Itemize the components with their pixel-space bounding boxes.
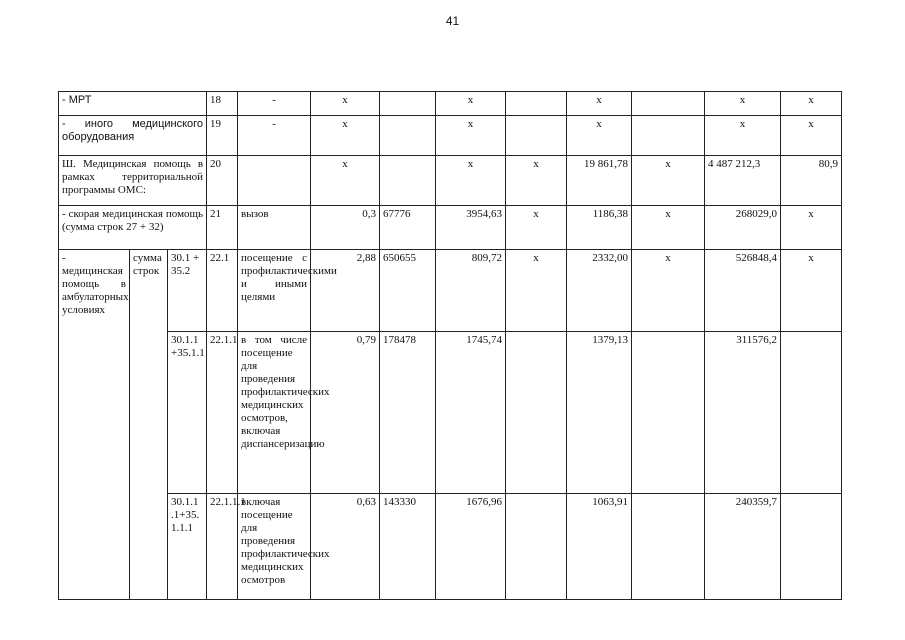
row-number: 19 (207, 116, 238, 156)
cell: х (311, 156, 380, 206)
table-row (59, 250, 842, 332)
cell: 311576,2 (705, 332, 781, 494)
cell (632, 332, 705, 494)
cell: 4 487 212,3 (705, 156, 781, 206)
data-table (58, 91, 842, 600)
table-row (59, 156, 842, 206)
cell: х (632, 156, 705, 206)
row-name: - МРТ (59, 92, 207, 116)
row-name: - скорая медицинская помощь (сумма строк 27 + 32) (59, 206, 207, 250)
cell: 67776 (380, 206, 436, 250)
row-name: - иного медицинского оборудования (59, 116, 207, 156)
sum-label: сумма строк (130, 250, 168, 600)
page-number: 41 (445, 14, 460, 28)
table-row (59, 92, 842, 116)
cell: 0,3 (311, 206, 380, 250)
cell: х (705, 92, 781, 116)
cell: х (506, 250, 567, 332)
cell: 143330 (380, 494, 436, 600)
cell: х (311, 92, 380, 116)
row-number: 22.1.1.1 (207, 494, 238, 600)
cell: 80,9 (781, 156, 842, 206)
row-unit: - (238, 92, 311, 116)
cell: х (632, 250, 705, 332)
cell: х (781, 206, 842, 250)
cell: 2,88 (311, 250, 380, 332)
cell: х (311, 116, 380, 156)
cell (506, 332, 567, 494)
row-unit: - (238, 116, 311, 156)
cell (781, 494, 842, 600)
row-reference: 30.1.1 +35.1.1 (168, 332, 207, 494)
cell: х (632, 206, 705, 250)
cell: 3954,63 (436, 206, 506, 250)
row-unit: вызов (238, 206, 311, 250)
cell: 1379,13 (567, 332, 632, 494)
cell: 240359,7 (705, 494, 781, 600)
cell: 1745,74 (436, 332, 506, 494)
cell (506, 92, 567, 116)
cell: 1186,38 (567, 206, 632, 250)
cell: 809,72 (436, 250, 506, 332)
cell: 268029,0 (705, 206, 781, 250)
row-name: Ш. Медицинская помощь в рамках территориальной программы ОМС: (59, 156, 207, 206)
table-row (59, 494, 842, 600)
row-reference: 30.1 + 35.2 (168, 250, 207, 332)
cell (632, 92, 705, 116)
cell: х (781, 116, 842, 156)
row-unit: посещение с профилактическими и иными целями (238, 250, 311, 332)
ambulatory-name: - медицинская помощь в амбулаторных условиях (59, 250, 130, 600)
cell (632, 494, 705, 600)
cell: 2332,00 (567, 250, 632, 332)
cell: 1676,96 (436, 494, 506, 600)
cell: х (436, 116, 506, 156)
row-number: 20 (207, 156, 238, 206)
cell: х (781, 250, 842, 332)
table-row (59, 332, 842, 494)
row-number: 22.1 (207, 250, 238, 332)
cell (380, 116, 436, 156)
cell: х (436, 156, 506, 206)
row-unit: включая посещение для проведения профилактических медицинских осмотров (238, 494, 311, 600)
cell (781, 332, 842, 494)
cell: 0,63 (311, 494, 380, 600)
cell (506, 494, 567, 600)
row-reference: 30.1.1 .1+35. 1.1.1 (168, 494, 207, 600)
row-unit: в том числе посещение для проведения профилактических медицинских осмотров, включая диспансеризацию (238, 332, 311, 494)
cell: 526848,4 (705, 250, 781, 332)
row-number: 22.1.1 (207, 332, 238, 494)
cell (632, 116, 705, 156)
cell: х (781, 92, 842, 116)
row-number: 18 (207, 92, 238, 116)
cell (380, 92, 436, 116)
cell (380, 156, 436, 206)
cell: 650655 (380, 250, 436, 332)
cell: 1063,91 (567, 494, 632, 600)
cell: х (506, 206, 567, 250)
table-row (59, 206, 842, 250)
row-number: 21 (207, 206, 238, 250)
cell (506, 116, 567, 156)
cell: х (705, 116, 781, 156)
cell: 178478 (380, 332, 436, 494)
cell: 19 861,78 (567, 156, 632, 206)
cell: 0,79 (311, 332, 380, 494)
row-unit (238, 156, 311, 206)
cell: х (567, 92, 632, 116)
cell: х (506, 156, 567, 206)
table-row (59, 116, 842, 156)
cell: х (436, 92, 506, 116)
cell: х (567, 116, 632, 156)
